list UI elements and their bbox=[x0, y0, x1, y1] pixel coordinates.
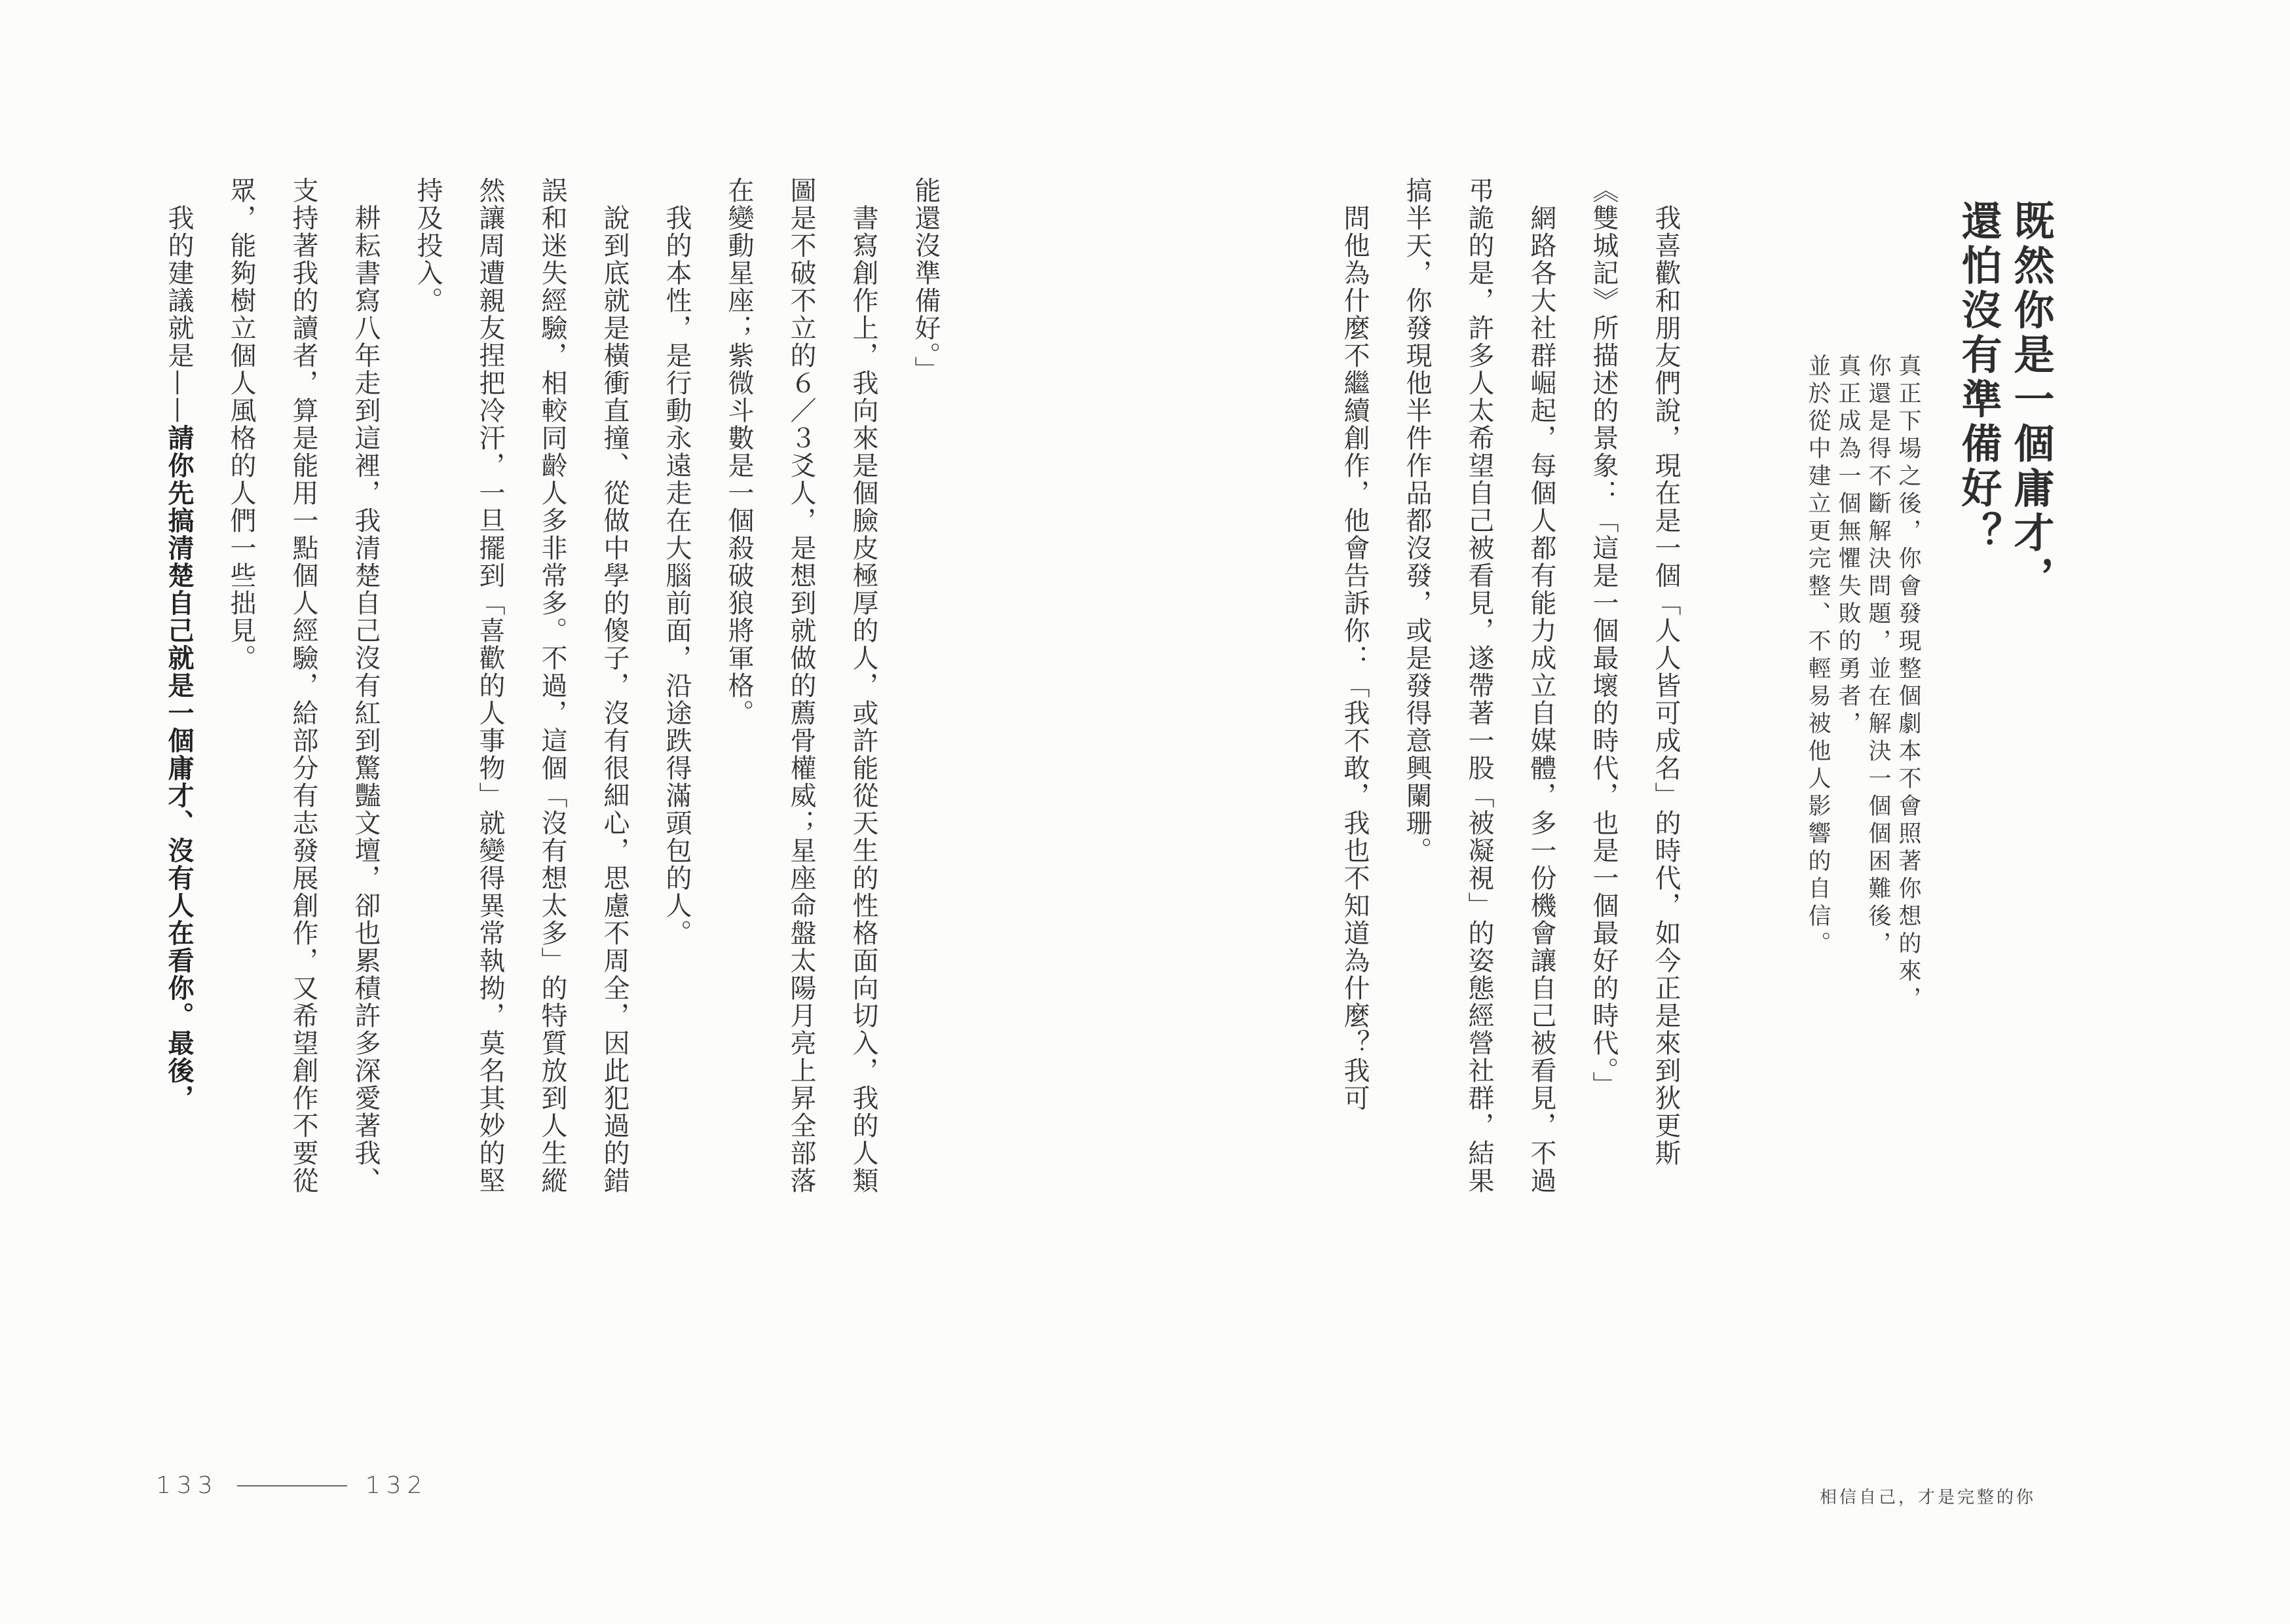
subtitle-line: 並於從中建立更完整、不輕易被他人影響的自信。 bbox=[1805, 354, 1831, 959]
chapter-subtitle bbox=[1803, 354, 1923, 1014]
advice-paragraph bbox=[147, 177, 210, 1194]
subtitle-line: 真正下場之後，你會發現整個劇本不會照著你想的來， bbox=[1895, 354, 1921, 1014]
page-number-folio bbox=[156, 1472, 428, 1499]
body-paragraph: 我的本性，是行動永遠走在大腦前面，沿途跌得滿頭包的人。 bbox=[662, 204, 692, 947]
chapter-title bbox=[1952, 200, 2057, 600]
body-paragraph: 問他為什麼不繼續創作，他會告訴你：「我不敢，我也不知道為什麼？我可 bbox=[1340, 204, 1370, 1112]
body-paragraph-continuation: 能還沒準備好。」 bbox=[910, 177, 941, 384]
subtitle-line: 真正成為一個無懼失敗的勇者， bbox=[1835, 354, 1861, 739]
body-paragraph: 說到底就是橫衝直撞、從做中學的傻子，沒有很細心，思慮不周全，因此犯過的錯誤和迷失經驗，相較同齡人多非常多。不過，這個「沒有想太多」的特質放到人生縱然讓周遭親友捏把冷汗，一旦擺到「喜歡的人事物」就變得異常執拗，莫名其妙的堅持及投入。 bbox=[413, 177, 629, 1194]
body-paragraph: 書寫創作上，我向來是個臉皮極厚的人，或許能從天生的性格面向切入，我的人類圖是不破不立的６／３爻人，是想到就做的薦骨權威；星座命盤太陽月亮上昇全部落在變動星座；紫微斗數是一個殺破狼將軍格。 bbox=[724, 177, 878, 1194]
chapter-title-line-2: 還怕沒有準備好？ bbox=[1955, 200, 2002, 556]
advice-bold-text: 請你先搞清楚自己就是一個庸才、沒有人在看你。最後， bbox=[164, 424, 194, 1112]
left-page-body bbox=[147, 177, 956, 1194]
body-paragraph: 網路各大社群崛起，每個人都有能力成立自媒體，多一份機會讓自己被看見，不過弔詭的是，許多人太希望自己被看見，遂帶著一股「被凝視」的姿態經營社群，結果搞半天，你發現他半件作品都沒發，或是發得意興闌珊。 bbox=[1402, 177, 1556, 1194]
running-title: 相信自己，才是完整的你 bbox=[1819, 1488, 2036, 1507]
right-page-number: 132 bbox=[365, 1472, 428, 1499]
chapter-title-line-1: 既然你是一個庸才， bbox=[2007, 200, 2055, 600]
left-page-number: 133 bbox=[156, 1472, 219, 1499]
advice-lead: 我的建議就是—— bbox=[164, 204, 194, 424]
folio-divider-line bbox=[237, 1485, 347, 1486]
body-paragraph: 耕耘書寫八年走到這裡，我清楚自己沒有紅到驚豔文壇，卻也累積許多深愛著我、支持著我的讀者，算是能用一點個人經驗，給部分有志發展創作，又希望創作不要從眾，能夠樹立個人風格的人們一些拙見。 bbox=[226, 177, 381, 1194]
body-paragraph: 我喜歡和朋友們說，現在是一個「人人皆可成名」的時代，如今正是來到狄更斯《雙城記》所描述的景象：「這是一個最壞的時代，也是一個最好的時代。」 bbox=[1588, 177, 1681, 1167]
right-page-body bbox=[1323, 177, 1697, 1194]
subtitle-line: 你還是得不斷解決問題，並在解決一個個困難後， bbox=[1865, 354, 1891, 959]
